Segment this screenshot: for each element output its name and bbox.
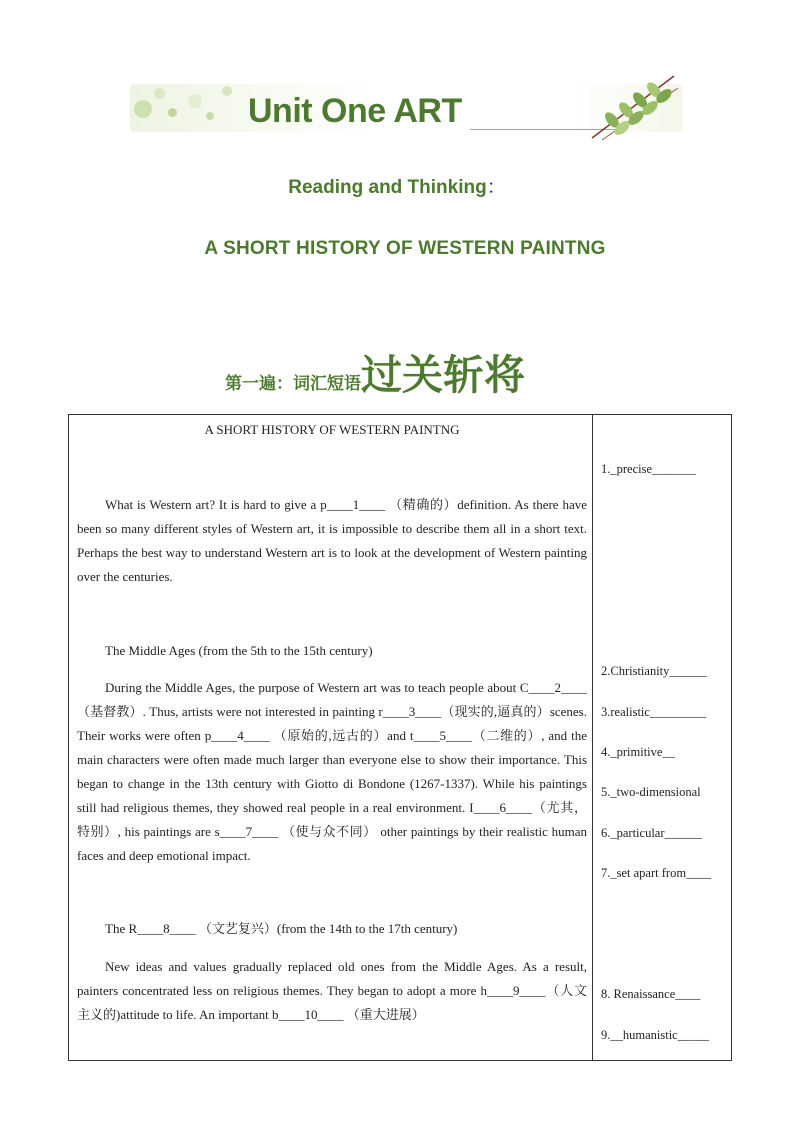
lesson-subtitle: [0, 172, 794, 199]
unit-title: Unit One ART: [248, 92, 462, 130]
answer-6: 6._particular______: [601, 826, 703, 840]
subtitle-colon: ：: [486, 177, 506, 198]
vocabulary-table: [68, 414, 732, 1061]
answer-2: 2.Christianity______: [601, 664, 707, 678]
paragraph-renaissance: New ideas and values gradually replaced old ones from the Middle Ages. As a result, painters concentrated less on religious themes. They began to adopt a more h____9____（人文主义的)attitude to life. An important b____10____ （重大进展）: [77, 959, 587, 1022]
answer-3: 3.realistic_________: [601, 705, 707, 719]
unit-banner: [130, 78, 682, 138]
subheading-renaissance: The R____8____ （文艺复兴）(from the 14th to the 17th century): [105, 921, 458, 936]
decor-dot: [206, 112, 214, 120]
subheading-middle-ages: The Middle Ages (from the 5th to the 15th century): [105, 643, 373, 658]
column-divider: [592, 415, 593, 1060]
decor-dot: [168, 108, 177, 117]
decor-dot: [154, 88, 165, 99]
decor-dot: [134, 100, 152, 118]
leaf-branch-icon: [582, 70, 682, 142]
section-title-emphasis: 过关斩将: [361, 351, 525, 399]
passage-title: A SHORT HISTORY OF WESTERN PAINTNG: [204, 422, 460, 437]
paragraph-middle-ages: During the Middle Ages, the purpose of Western art was to teach people about C____2____（基督教）. Thus, artists were not interested in painting r____3____（现实的,逼真的）scenes. Their works were often p____4____ （原始的,远古的）and t____5____（二维的）, and the main characters were often made much larger than everyone else to show their importance. This began to change in the 13th century with Giotto di Bondone (1267-1337). While his paintings still had religious themes, they showed real people in a real environment. I____6____（尤其，特别）, his paintings are s____7____ （使与众不同） other paintings by their realistic human faces and deep emotional impact.: [77, 680, 587, 863]
answer-9: 9.__humanistic_____: [601, 1028, 709, 1042]
answer-1: 1._precise_______: [601, 462, 696, 476]
section-title: [225, 342, 525, 401]
answer-4: 4._primitive__: [601, 745, 675, 759]
subtitle-text: Reading and Thinking: [288, 177, 487, 198]
decor-dot: [188, 94, 202, 108]
answer-8: 8. Renaissance____: [601, 987, 701, 1001]
paragraph-intro: What is Western art? It is hard to give a p____1____ （精确的）definition. As there have been so many different styles of Western art, it is impossible to describe them all in a short text. Perhaps the best way to understand Western art is to look at the development of Western painting over the centuries.: [77, 497, 587, 584]
answer-5: 5._two-dimensional: [601, 785, 701, 799]
answer-7: 7._set apart from____: [601, 866, 712, 880]
decor-dot: [222, 86, 232, 96]
passage-column: [77, 415, 587, 1027]
passage-heading: A SHORT HISTORY OF WESTERN PAINTNG: [204, 238, 606, 259]
section-title-prefix: 第一遍：词汇短语: [225, 374, 361, 394]
